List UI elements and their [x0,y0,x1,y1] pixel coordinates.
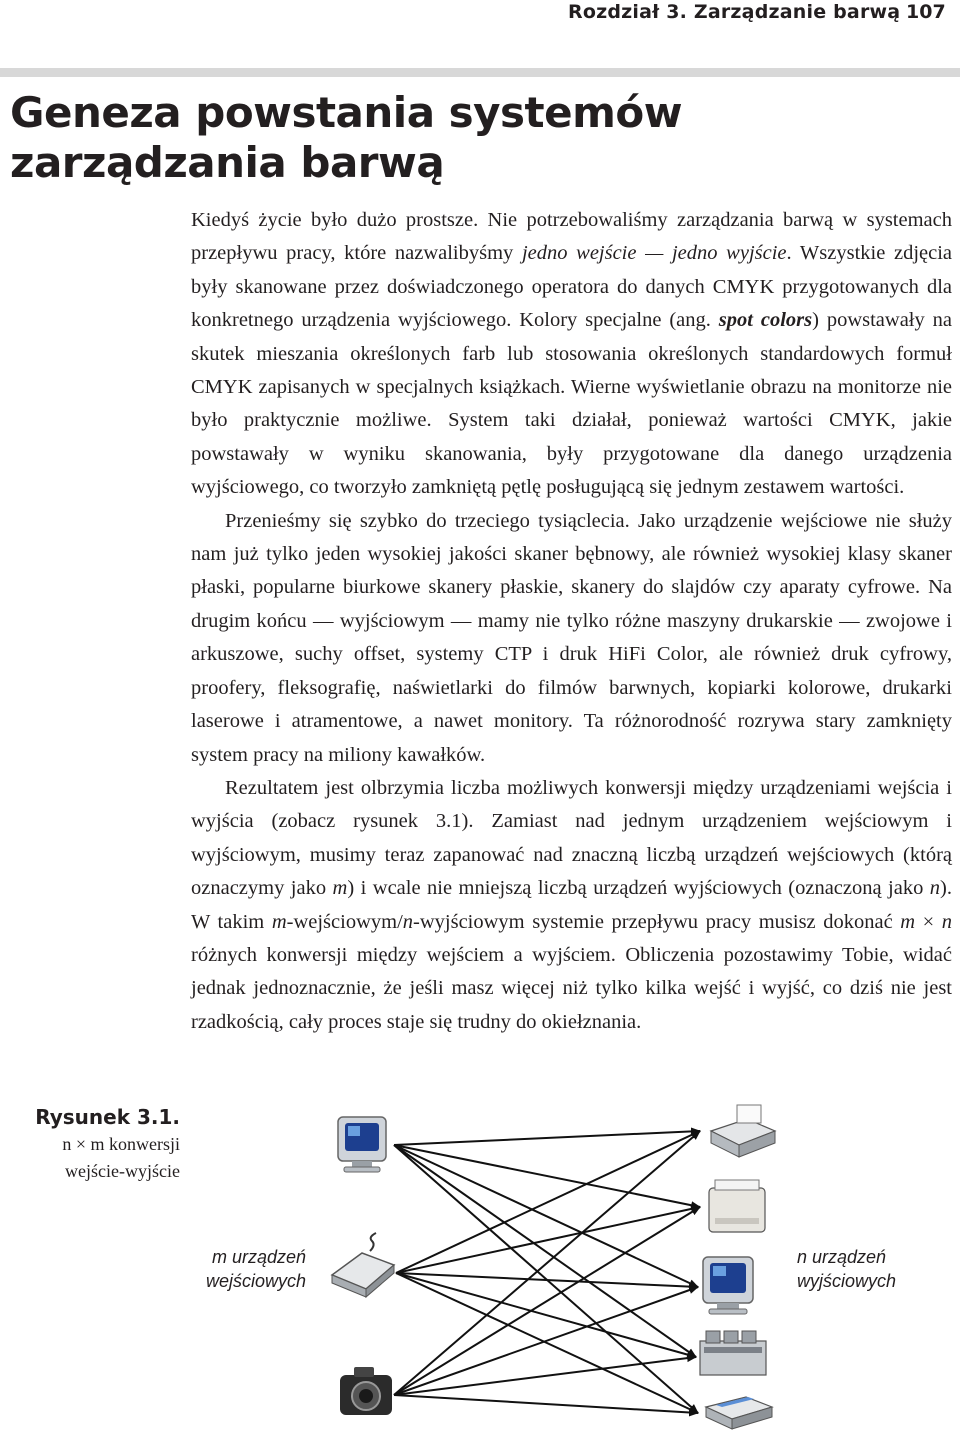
var-n: n [941,910,952,933]
scanner-icon [332,1233,394,1297]
figure-caption [30,1103,180,1185]
text-run: ) i wcale nie mniejszą liczbą urządzeń wyjściowych (oznaczoną jako [347,877,930,900]
header-rule [0,68,960,77]
paragraph-1 [191,204,952,505]
page-number: 107 [906,1,946,23]
term-spot-colors: spot colors [718,309,813,332]
italic-phrase: jedno wejście — jedno wyjście [521,242,787,265]
running-head [0,0,960,28]
inkjet-printer-icon [711,1105,775,1157]
text-run: Rezultatem jest olbrzymia liczba możliwych konwersji między urządzeniami wejścia i wyjścia (zobacz rysunek 3.1). Zamiast nad jednym urządzeniem wejściowym i wyjściowym, musimy teraz zapanować nad znaczną liczbą urządzeń wejściowych (którą oznaczymy jako [191,776,952,900]
paragraph-2: Przenieśmy się szybko do trzeciego tysiąclecia. Jako urządzenie wejściowe nie służy nam już tylko jeden wysokiej jakości skaner bębnowy, ale również wysokiej klasy skaner płaski, popularne biurkowe skanery płaskie, skanery do slajdów czy aparaty cyfrowe. Na drugim końcu — wyjściowym — mamy nie tylko różne maszyny drukarskie — zwojowe i arkuszowe, suchy offset, systemy CTP i druk HiFi Color, ale również druk cyfrowy, proofery, fleksografię, naświetlarki do filmów barwnych, kopiarki kolorowe, drukarki laserowe i atramentowe, a nawet monitory. Ta różnorodność rozrywa stary zamknięty system pracy na miliony kawałków. [191,509,952,766]
var-n: n [402,910,414,933]
var-n: n [929,877,941,900]
input-devices-label [180,1245,306,1293]
laser-printer-icon [709,1180,765,1232]
paragraph-3 [191,772,952,1039]
conversion-figure [180,1095,960,1434]
output-label-line-1: n urządzeń [797,1247,887,1267]
var-m: m [271,910,287,933]
var-m: m [900,910,916,933]
conversion-arrow [394,1145,696,1357]
conversion-arrows [394,1131,700,1413]
figure-label: Rysunek 3.1. [35,1105,180,1129]
output-devices-label [797,1245,947,1293]
monitor-icon [338,1117,386,1172]
section-title-line-2: zarządzania barwą [10,138,445,187]
conversion-arrow [394,1145,698,1287]
conversion-arrow [394,1287,698,1395]
camera-icon [340,1367,392,1415]
monitor-icon [703,1257,753,1314]
var-m: m [332,877,348,900]
conversion-arrow [396,1131,700,1273]
figure-caption-line-2: wejście-wyjście [65,1161,180,1181]
times-sign: × [915,910,942,933]
printing-press-icon [700,1331,766,1375]
text-run: różnych konwersji między wejściem a wyjściem. Obliczenia pozostawimy Tobie, widać jednak jednoznacznie, że jeśli masz więcej niż tylko kilka wejść i wyjść, co dziś nie jest rzadkością, cały proces staje się trudny do okiełznania. [191,943,952,1033]
conversion-arrow [394,1357,696,1395]
conversion-arrow [394,1131,700,1145]
printer-icon [706,1397,772,1429]
figure-caption-line-1: n × m konwersji [62,1134,180,1154]
input-label-line-2: wejściowych [205,1271,306,1291]
body-text [191,204,952,1039]
section-title-line-1: Geneza powstania systemów [10,88,683,137]
section-title [10,88,910,188]
conversion-arrow [394,1395,698,1413]
input-label-line-1: m urządzeń [211,1247,306,1267]
text-run: -wyjściowym systemie przepływu pracy musisz dokonać [413,910,901,933]
text-run: . Wszystkie zdjęcia były skanowane przez doświadczonego operatora do danych CMYK przygotowanych dla konkretnego urządzenia wyjściowego. Kolory specjalne (ang. [191,242,953,332]
text-run: ) powstawały na skutek mieszania określonych farb lub stosowania określonych standardowych formuł CMYK zapisanych w specjalnych książkach. Wierne wyświetlanie obrazu na monitorze nie było praktycznie możliwe. System taki działał, ponieważ wartości CMYK, jakie powstawały w wyniku skanowania, były przygotowane dla danego urządzenia wyjściowego, co tworzyło zamkniętą pętlę posługującą się jednym zestawem wartości. [191,309,952,499]
text-run: ). W takim [191,877,952,933]
chapter-title: Rozdział 3. Zarządzanie barwą [568,1,901,23]
conversion-arrow [394,1207,700,1395]
output-label-line-2: wyjściowych [797,1271,897,1291]
text-run: Kiedyś życie było dużo prostsze. Nie potrzebowaliśmy zarządzania barwą w systemach przepływu pracy, które nazwalibyśmy [191,209,952,265]
conversion-arrow [396,1273,698,1413]
text-run: -wejściowym/ [286,910,403,933]
